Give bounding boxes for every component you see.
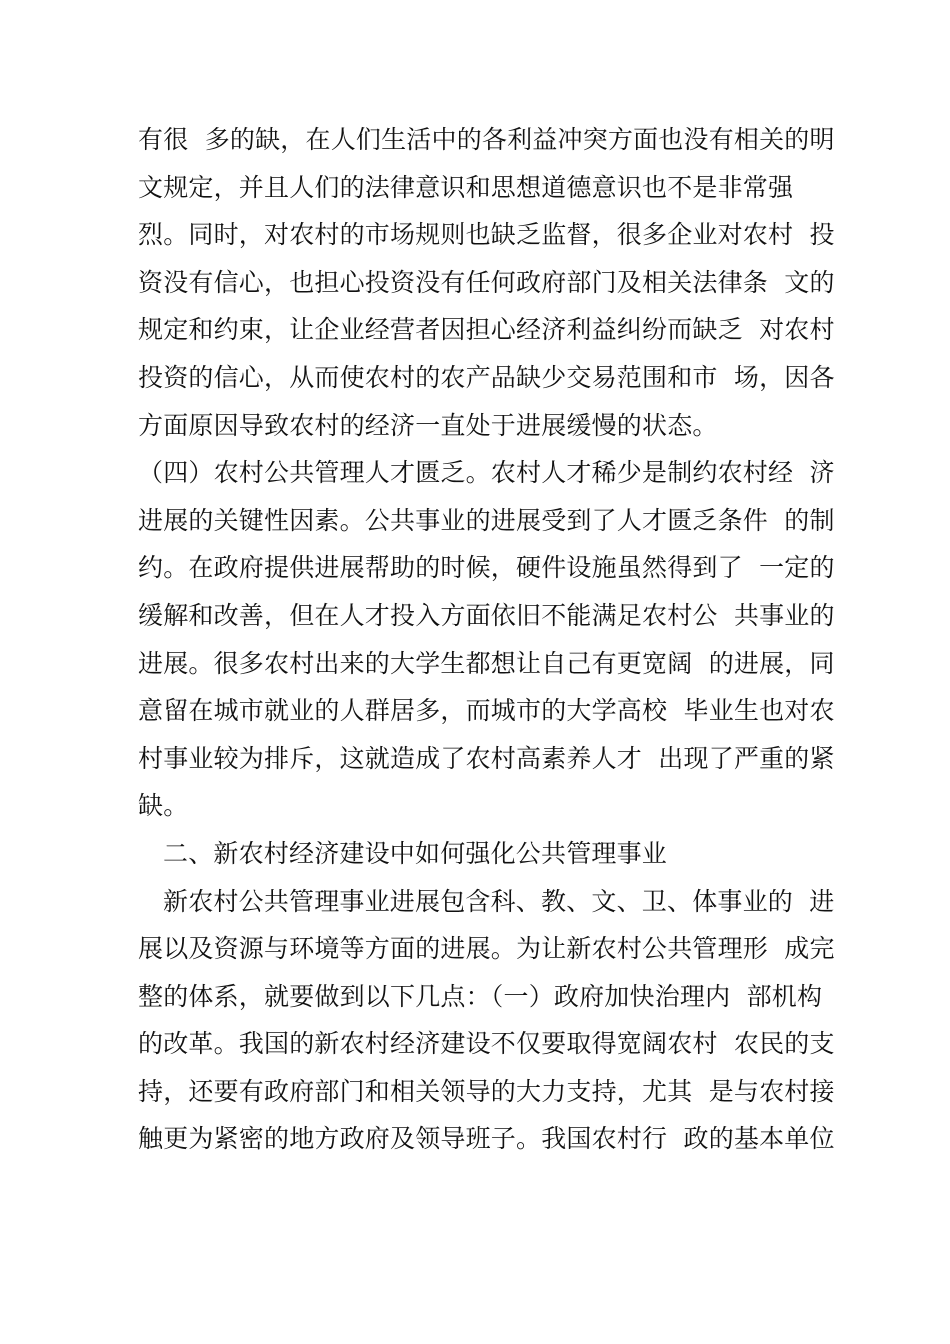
- text-line: 缺。: [138, 791, 189, 821]
- text-line: 有很 多的缺，在人们生活中的各利益冲突方面也没有相关的明: [138, 125, 835, 154]
- text-line: 村事业较为排斥，这就造成了农村高素养人才 出现了严重的紧: [138, 743, 835, 773]
- text-line: 整的体系，就要做到以下几点：（一）政府加快治理内 部机构: [138, 981, 823, 1011]
- text-line: 新农村公共管理事业进展包含科、教、文、卫、体事业的 进: [163, 886, 835, 916]
- text-line: 的改革。我国的新农村经济建设不仅要取得宽阔农村 农民的支: [138, 1029, 835, 1059]
- text-line: 缓解和改善，但在人才投入方面依旧不能满足农村公 共事业的: [138, 600, 835, 630]
- text-line: 资没有信心，也担心投资没有任何政府部门及相关法律条 文的: [138, 267, 835, 297]
- text-line: 文规定，并且人们的法律意识和思想道德意识也不是非常强: [138, 172, 794, 202]
- text-line: 展以及资源与环境等方面的进展。为让新农村公共管理形 成完: [138, 934, 835, 964]
- text-line: 约。在政府提供进展帮助的时候，硬件设施虽然得到了 一定的: [138, 553, 835, 583]
- text-line: 进展。很多农村出来的大学生都想让自己有更宽阔 的进展，同: [138, 648, 835, 678]
- text-line: 烈。同时，对农村的市场规则也缺乏监督，很多企业对农村 投: [138, 220, 835, 250]
- body-text: [138, 116, 838, 1163]
- section-heading: 二、新农村经济建设中如何强化公共管理事业: [163, 838, 668, 868]
- text-line: 意留在城市就业的人群居多，而城市的大学高校 毕业生也对农: [138, 696, 835, 726]
- text-line: 规定和约束，让企业经营者因担心经济利益纠纷而缺乏 对农村: [138, 315, 835, 345]
- text-line: 持，还要有政府部门和相关领导的大力支持，尤其 是与农村接: [138, 1076, 835, 1106]
- text-line: 进展的关键性因素。公共事业的进展受到了人才匮乏条件 的制: [138, 505, 835, 535]
- text-line: 方面原因导致农村的经济一直处于进展缓慢的状态。: [138, 410, 718, 440]
- text-line: 投资的信心，从而使农村的农产品缺少交易范围和市 场，因各: [138, 362, 835, 392]
- text-line: （四）农村公共管理人才匮乏。农村人才稀少是制约农村经 济: [138, 458, 835, 488]
- text-line: 触更为紧密的地方政府及领导班子。我国农村行 政的基本单位: [138, 1124, 835, 1154]
